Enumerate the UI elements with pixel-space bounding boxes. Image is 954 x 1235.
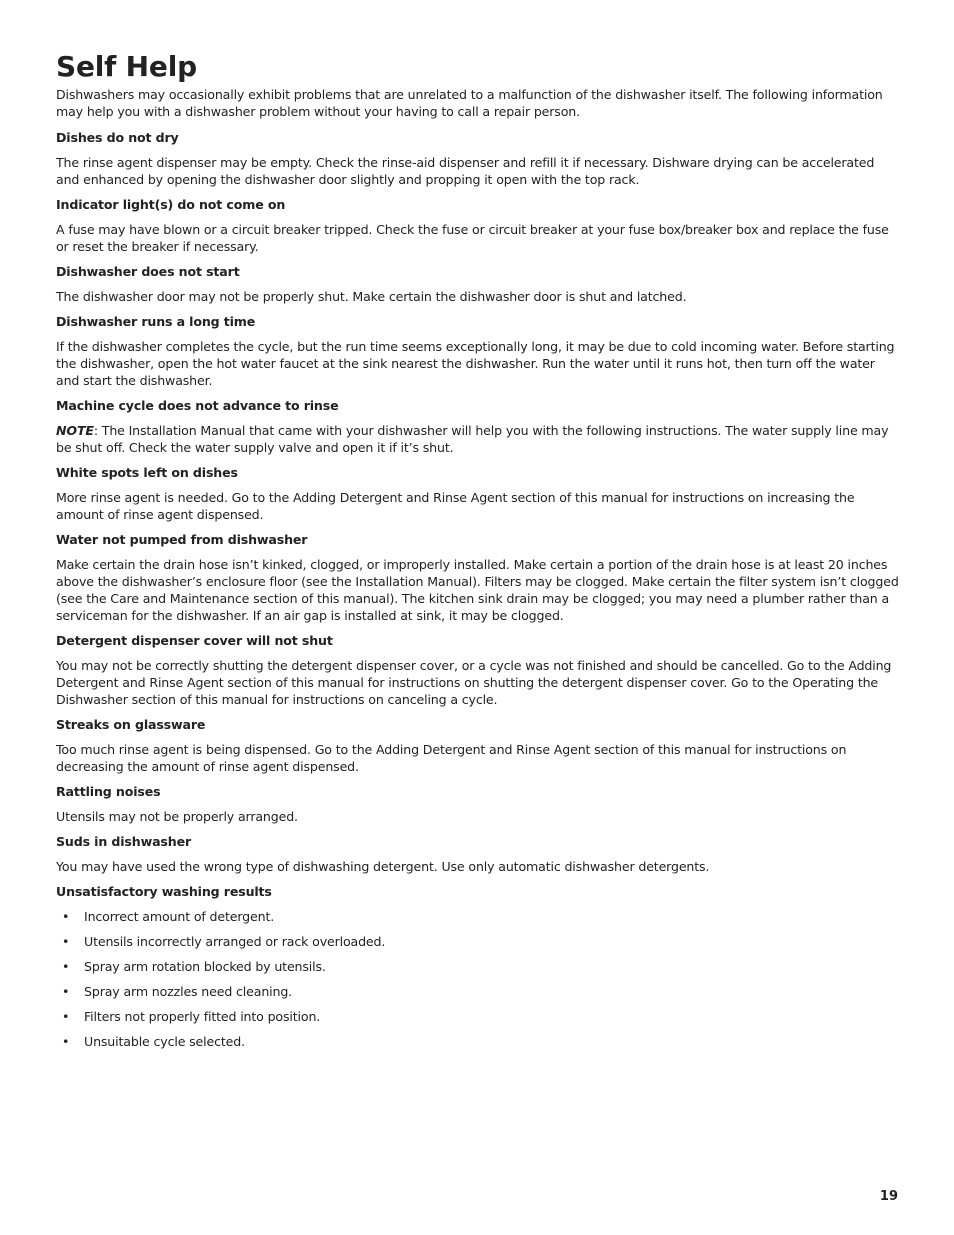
bullet-icon: • — [62, 934, 70, 949]
section-body: Make certain the drain hose isn’t kinked, clogged, or improperly installed. Make certain a portion of the drain hose is at least 20 inches above the dishwasher’s enclosure floor (see the Installation Manual). Filters may be clogged. Make certain the filter system isn’t clogged (see the Care and Maintenance section of this manual). The kitchen sink drain may be clogged; you may need a plumber rather than a serviceman for the dishwasher. If an air gap is installed at sink, it may be clogged. — [56, 557, 899, 623]
bullet-icon: • — [62, 909, 70, 924]
note-label: NOTE — [56, 423, 94, 438]
section-heading: Machine cycle does not advance to rinse — [56, 398, 339, 413]
section-heading: Dishwasher does not start — [56, 264, 240, 279]
section-body: The rinse agent dispenser may be empty. Check the rinse-aid dispenser and refill it if necessary. Dishware drying can be accelerated and enhanced by opening the dishwasher door slightly and propping it open with the top rack. — [56, 155, 875, 187]
section-heading: Detergent dispenser cover will not shut — [56, 633, 333, 648]
section-body: A fuse may have blown or a circuit breaker tripped. Check the fuse or circuit breaker at your fuse box/breaker box and replace the fuse or reset the breaker if necessary. — [56, 222, 889, 254]
section-does-not-start — [56, 263, 901, 305]
section-body-note — [56, 422, 901, 456]
section-body: You may have used the wrong type of dishwashing detergent. Use only automatic dishwasher detergents. — [56, 859, 710, 874]
list-item: • Spray arm nozzles need cleaning. — [62, 984, 293, 999]
section-body: More rinse agent is needed. Go to the Adding Detergent and Rinse Agent section of this manual for instructions on increasing the amount of rinse agent dispensed. — [56, 490, 855, 522]
section-heading: Water not pumped from dishwasher — [56, 532, 308, 547]
section-heading: Dishwasher runs a long time — [56, 314, 256, 329]
section-dispenser-cover — [56, 632, 901, 708]
list-item: • Utensils incorrectly arranged or rack overloaded. — [62, 934, 386, 949]
section-body: If the dishwasher completes the cycle, but the run time seems exceptionally long, it may be due to cold incoming water. Before starting the dishwasher, open the hot water faucet at the sink nearest the dishwasher. Run the water until it runs hot, then turn off the water and start the dishwasher. — [56, 339, 895, 388]
note-text: : The Installation Manual that came with your dishwasher will help you with the following instructions. The water supply line may be shut off. Check the water supply valve and open it if it’s shut. — [56, 423, 889, 455]
section-body: You may not be correctly shutting the detergent dispenser cover, or a cycle was not finished and should be cancelled. Go to the Adding Detergent and Rinse Agent section of this manual for instructions on shutting the detergent dispenser cover. Go to the Operating the Dishwasher section of this manual for instructions on canceling a cycle. — [56, 658, 892, 707]
section-dishes-do-not-dry — [56, 129, 901, 188]
bullet-list — [56, 908, 901, 1050]
section-rattling — [56, 783, 901, 825]
section-heading: White spots left on dishes — [56, 465, 238, 480]
bullet-icon: • — [62, 1009, 70, 1024]
section-streaks — [56, 716, 901, 775]
section-heading: Unsatisfactory washing results — [56, 884, 272, 899]
section-water-not-pumped — [56, 531, 901, 624]
section-heading: Rattling noises — [56, 784, 161, 799]
list-item: • Incorrect amount of detergent. — [62, 909, 275, 924]
page-title: Self Help — [56, 50, 197, 83]
section-heading: Streaks on glassware — [56, 717, 206, 732]
section-indicator-lights — [56, 196, 901, 255]
list-item: • Unsuitable cycle selected. — [62, 1034, 245, 1049]
section-heading: Suds in dishwasher — [56, 834, 192, 849]
section-suds — [56, 833, 901, 875]
section-runs-long-time — [56, 313, 901, 389]
bullet-icon: • — [62, 1034, 70, 1049]
page-number: 19 — [879, 1189, 898, 1204]
section-heading: Indicator light(s) do not come on — [56, 197, 286, 212]
section-body: Too much rinse agent is being dispensed. Go to the Adding Detergent and Rinse Agent section of this manual for instructions on decreasing the amount of rinse agent dispensed. — [56, 742, 847, 774]
bullet-icon: • — [62, 959, 70, 974]
bullet-icon: • — [62, 984, 70, 999]
section-heading: Dishes do not dry — [56, 130, 179, 145]
section-unsatisfactory-results — [56, 883, 901, 1050]
section-white-spots — [56, 464, 901, 523]
section-body: Utensils may not be properly arranged. — [56, 809, 298, 824]
page-content — [56, 48, 901, 1058]
section-cycle-not-advance — [56, 397, 901, 456]
section-body: The dishwasher door may not be properly shut. Make certain the dishwasher door is shut and latched. — [56, 289, 687, 304]
list-item: • Filters not properly fitted into position. — [62, 1009, 321, 1024]
intro-paragraph: Dishwashers may occasionally exhibit problems that are unrelated to a malfunction of the dishwasher itself. The following information may help you with a dishwasher problem without your having to call a repair person. — [56, 87, 883, 119]
list-item: • Spray arm rotation blocked by utensils. — [62, 959, 326, 974]
